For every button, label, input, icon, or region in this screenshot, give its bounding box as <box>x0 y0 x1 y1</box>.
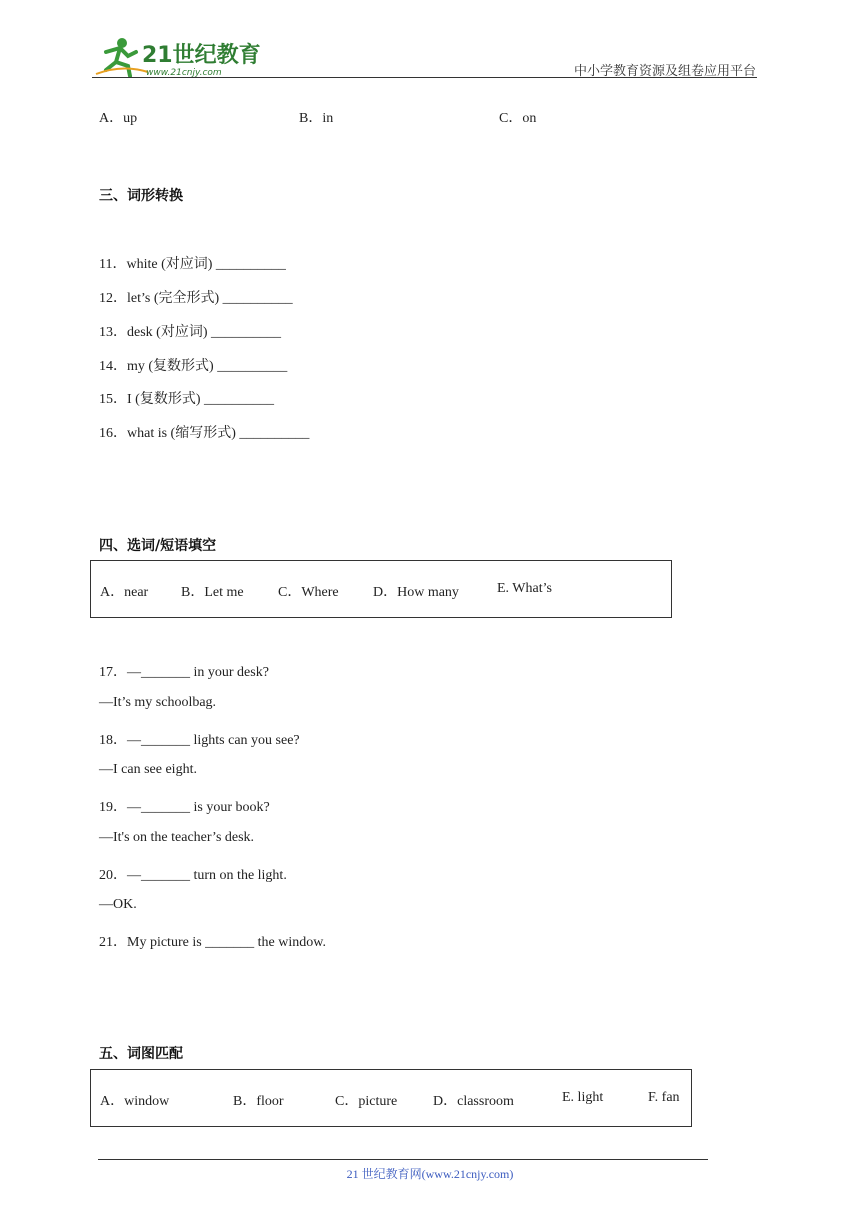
prev-option-b: B．in <box>299 111 334 126</box>
question-16: 16．what is (缩写形式) __________ <box>99 426 310 441</box>
runner-logo-icon <box>92 34 260 78</box>
prev-option-a: A．up <box>99 111 138 126</box>
answer-17: —It’s my schoolbag. <box>99 695 217 710</box>
question-14: 14．my (复数形式) __________ <box>99 359 288 374</box>
match-option-c: C．picture <box>335 1094 398 1109</box>
question-13: 13．desk (对应词) __________ <box>99 325 281 340</box>
prev-option-c: C．on <box>499 111 537 126</box>
word-option-b: B．Let me <box>181 585 244 600</box>
answer-19: —It's on the teacher’s desk. <box>99 830 255 845</box>
answer-20: —OK. <box>99 897 137 912</box>
question-18: 18．—_______ lights can you see? <box>99 733 300 748</box>
section-4-title: 四、选词/短语填空 <box>99 538 217 554</box>
question-21: 21．My picture is _______ the window. <box>99 935 326 950</box>
question-11: 11．white (对应词) __________ <box>99 257 286 272</box>
footer-link[interactable]: 21 世纪教育网(www.21cnjy.com) <box>346 1167 514 1181</box>
match-option-e: E. light <box>562 1090 604 1105</box>
word-option-a: A．near <box>100 585 149 600</box>
question-12: 12．let’s (完全形式) __________ <box>99 291 293 306</box>
question-19: 19．—_______ is your book? <box>99 800 270 815</box>
match-option-a: A．window <box>100 1094 170 1109</box>
word-option-e: E. What’s <box>497 581 552 596</box>
word-bank-box-5 <box>90 1069 692 1127</box>
logo <box>92 34 260 78</box>
match-option-d: D．classroom <box>433 1094 514 1109</box>
logo-url: www.21cnjy.com <box>146 68 222 78</box>
section-5-title: 五、词图匹配 <box>99 1046 183 1062</box>
match-option-b: B．floor <box>233 1094 284 1109</box>
logo-text: 21世纪教育 <box>142 43 260 68</box>
word-bank-box-4 <box>90 560 672 618</box>
footer-divider <box>98 1159 708 1160</box>
word-option-d: D．How many <box>373 585 459 600</box>
section-3-title: 三、词形转换 <box>99 188 183 204</box>
header-divider <box>92 77 757 78</box>
platform-name: 中小学教育资源及组卷应用平台 <box>573 64 756 79</box>
question-15: 15．I (复数形式) __________ <box>99 392 274 407</box>
answer-18: —I can see eight. <box>99 762 197 777</box>
match-option-f: F. fan <box>648 1090 680 1105</box>
word-option-c: C．Where <box>278 585 339 600</box>
question-20: 20．—_______ turn on the light. <box>99 868 287 883</box>
question-17: 17．—_______ in your desk? <box>99 665 269 680</box>
